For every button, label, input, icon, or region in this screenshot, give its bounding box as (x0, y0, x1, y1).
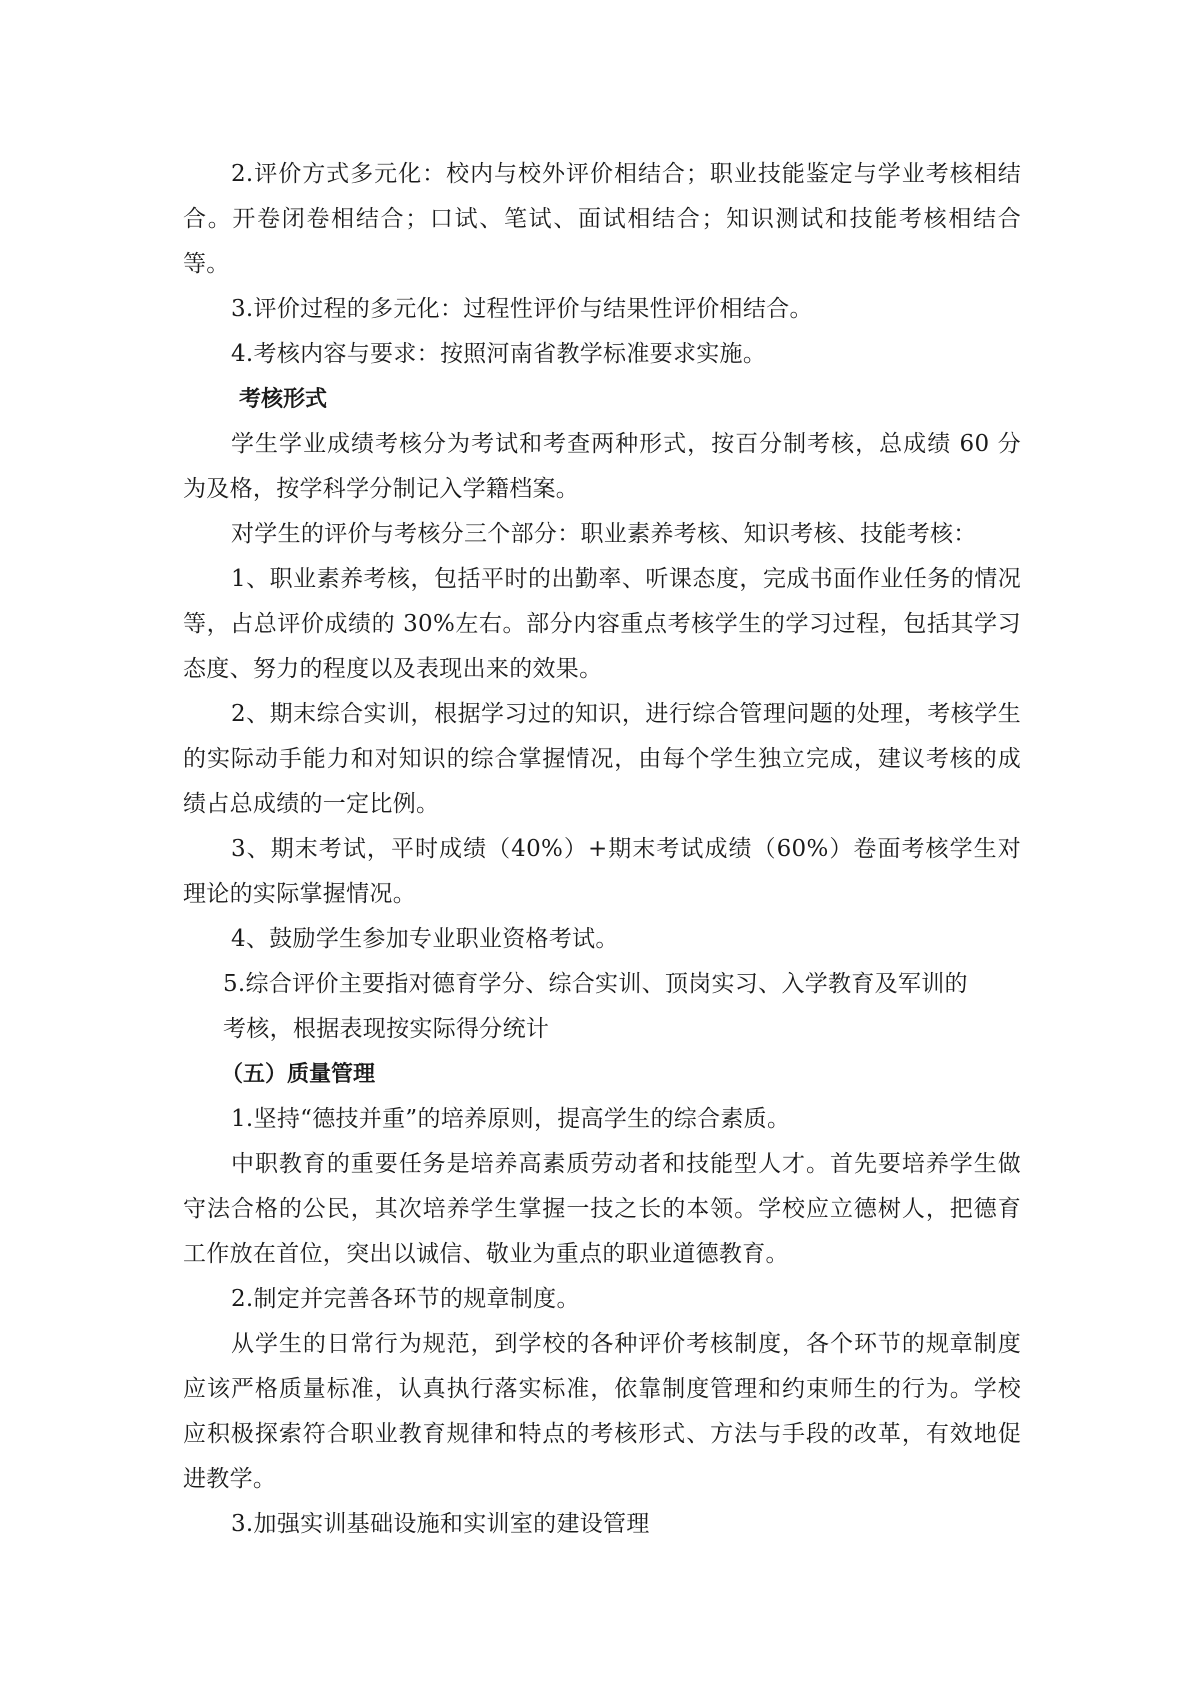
paragraph-comprehensive-evaluation-line1: 5.综合评价主要指对德育学分、综合实训、顶岗实习、入学教育及军训的 (223, 971, 968, 997)
paragraph-training-facilities: 3.加强实训基础设施和实训室的建设管理 (231, 1511, 650, 1537)
paragraph-professional-literacy: 1、职业素养考核，包括平时的出勤率、听课态度，完成书面作业任务的情况等，占总评价成绩的 30%左右。部分内容重点考核学生的学习过程，包括其学习态度、努力的程度以及表现出来的效果。 (183, 566, 1021, 682)
paragraph-comprehensive-evaluation-line2: 考核，根据表现按实际得分统计 (223, 1016, 550, 1042)
paragraph-assessment-content: 4.考核内容与要求：按照河南省教学标准要求实施。 (231, 341, 767, 367)
paragraph-evaluation-methods: 2.评价方式多元化：校内与校外评价相结合；职业技能鉴定与学业考核相结合。开卷闭卷相结合；口试、笔试、面试相结合；知识测试和技能考核相结合等。 (183, 161, 1021, 277)
heading-assessment-form: 考核形式 (239, 387, 328, 412)
document-body (183, 152, 1021, 1547)
paragraph-vocational-education-task: 中职教育的重要任务是培养高素质劳动者和技能型人才。首先要培养学生做守法合格的公民，其次培养学生掌握一技之长的本领。学校应立德树人，把德育工作放在首位，突出以诚信、敬业为重点的职业道德教育。 (183, 1151, 1021, 1267)
paragraph-final-exam: 3、期末考试，平时成绩（40%）+期末考试成绩（60%）卷面考核学生对理论的实际掌握情况。 (183, 836, 1021, 907)
paragraph-evaluation-process: 3.评价过程的多元化：过程性评价与结果性评价相结合。 (231, 296, 813, 322)
paragraph-qualification-exam: 4、鼓励学生参加专业职业资格考试。 (231, 926, 619, 952)
paragraph-grade-assessment: 学生学业成绩考核分为考试和考查两种形式，按百分制考核，总成绩 60 分为及格，按学科学分制记入学籍档案。 (183, 431, 1021, 502)
heading-quality-management: （五）质量管理 (221, 1062, 376, 1087)
paragraph-behavior-norms: 从学生的日常行为规范，到学校的各种评价考核制度，各个环节的规章制度应该严格质量标准，认真执行落实标准，依靠制度管理和约束师生的行为。学校应积极探索符合职业教育规律和特点的考核形式、方法与手段的改革，有效地促进教学。 (183, 1331, 1021, 1492)
paragraph-final-training: 2、期末综合实训，根据学习过的知识，进行综合管理问题的处理，考核学生的实际动手能力和对知识的综合掌握情况，由每个学生独立完成，建议考核的成绩占总成绩的一定比例。 (183, 701, 1021, 817)
paragraph-three-parts: 对学生的评价与考核分三个部分：职业素养考核、知识考核、技能考核： (231, 521, 977, 547)
paragraph-morality-skill: 1.坚持“德技并重”的培养原则，提高学生的综合素质。 (231, 1106, 791, 1132)
paragraph-rules-regulations: 2.制定并完善各环节的规章制度。 (231, 1286, 580, 1312)
